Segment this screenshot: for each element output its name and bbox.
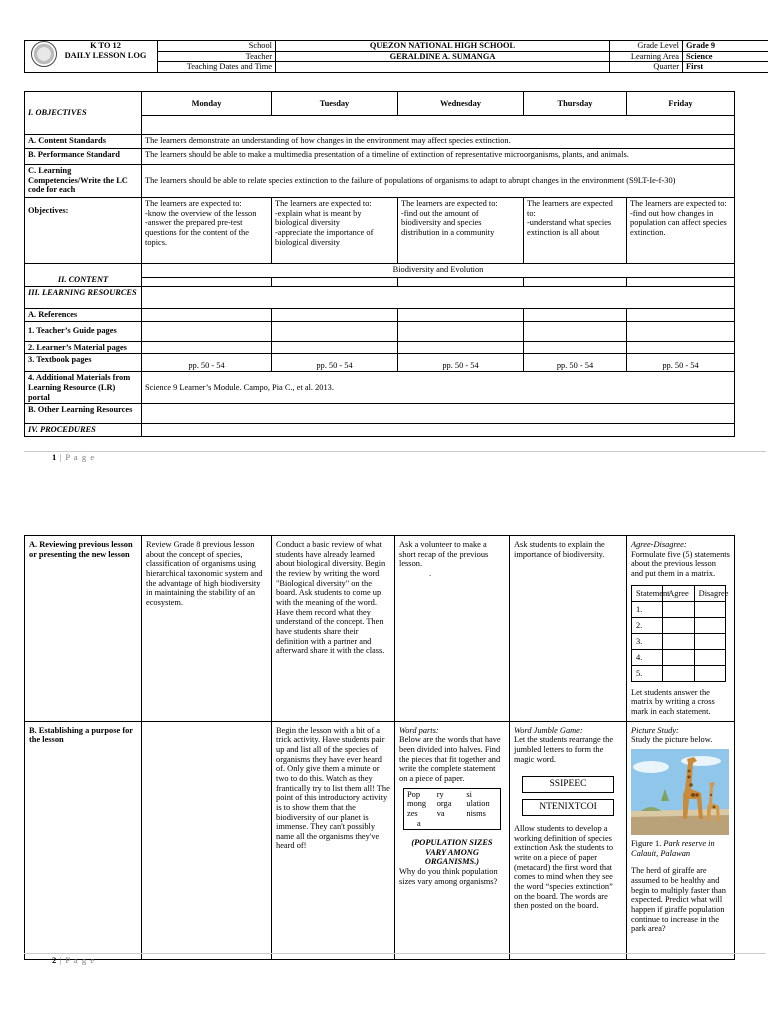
content-standards-value: The learners demonstrate an understanding of how changes in the environment may affect species extinction. <box>142 135 735 149</box>
footer-rule-2 <box>24 953 766 954</box>
learning-area-value: Science <box>683 51 768 62</box>
agree-disagree-title: Agree-Disagree: <box>631 540 687 549</box>
word-part: a <box>417 818 421 828</box>
purpose-tuesday: Begin the lesson with a bit of a trick activity. Have students pair up and list all of the species of organisms they have ever heard of. Only give them a minute or two to do this. Watch as they frantically try to list them all! The point of this introductory activity is to show them that the biodiversity of our planet is immense. They can't possibly name all the organisms they've heard of! <box>272 721 395 959</box>
textbook-pages-tue: pp. 50 - 54 <box>272 354 398 372</box>
quarter-label: Quarter <box>610 62 683 73</box>
content-blank-wed <box>398 278 524 287</box>
word-parts-question: Why do you think population sizes vary among organisms? <box>399 867 498 886</box>
objectives-thursday: The learners are expected to: -understand what species extinction is all about <box>524 198 627 264</box>
content-blank-thu <box>524 278 627 287</box>
word-part: zes <box>407 808 418 818</box>
jumble-word-2: NTENIXTCOI <box>522 799 614 816</box>
learning-resources-heading: III. LEARNING RESOURCES <box>25 287 142 309</box>
procedures-blank <box>142 424 735 437</box>
matrix-cell <box>694 633 725 649</box>
tg-blank-tue <box>272 321 398 341</box>
tg-blank-mon <box>142 321 272 341</box>
purpose-monday <box>142 721 272 959</box>
agree-disagree-matrix <box>631 585 729 682</box>
quarter-value: First <box>683 62 768 73</box>
day-wednesday: Wednesday <box>398 92 524 116</box>
objectives-tuesday: The learners are expected to: -explain what is meant by biological diversity -appreciate the importance of biological diversity <box>272 198 398 264</box>
matrix-cell <box>663 617 694 633</box>
lesson-log-table-page2 <box>24 535 735 960</box>
dates-value <box>276 62 610 73</box>
word-part: si <box>466 789 472 799</box>
dates-label: Teaching Dates and Time <box>158 62 276 73</box>
school-label: School <box>158 41 276 52</box>
references-blank-tue <box>272 309 398 322</box>
objectives-blank-row <box>142 116 735 135</box>
grade-level-label: Grade Level <box>610 41 683 52</box>
reviewing-wednesday-dot: . <box>429 568 432 578</box>
matrix-row: 4. <box>632 649 663 665</box>
matrix-cell <box>663 665 694 681</box>
matrix-header-agree: Agree <box>663 585 694 601</box>
learners-material-label: 2. Learner’s Material pages <box>25 341 142 354</box>
agree-disagree-after: Let students answer the matrix by writing a cross mark in each statement. <box>631 687 715 716</box>
word-part: mong <box>407 799 427 809</box>
objectives-friday: The learners are expected to: -find out how changes in population can affect species extinction. <box>627 198 735 264</box>
day-thursday: Thursday <box>524 92 627 116</box>
grade-level-value: Grade 9 <box>683 41 768 52</box>
teachers-guide-label: 1. Teacher’s Guide pages <box>25 321 142 341</box>
purpose-thursday <box>510 721 627 959</box>
reviewing-wednesday <box>395 536 510 722</box>
page-word-1: | P a g e <box>56 452 96 462</box>
matrix-cell <box>663 601 694 617</box>
word-jumble-after: Allow students to develop a working definition of species extinction Ask the students to write on a piece of paper (metacard) the first word that comes to mind when they see the word “species extinction” on the board. The words are then posted on the board. <box>514 824 614 911</box>
giraffe-photo <box>631 749 729 835</box>
figure-caption <box>631 839 730 858</box>
picture-study-after: The herd of giraffe are assumed to be healthy and begin to multiply faster than expected. Predict what will happen if giraffe population continue to increase in the park area? <box>631 866 726 934</box>
day-friday: Friday <box>627 92 735 116</box>
matrix-row: 5. <box>632 665 663 681</box>
reviewing-friday <box>627 536 735 722</box>
page-footer-1 <box>52 452 95 462</box>
textbook-pages-thu: pp. 50 - 54 <box>524 354 627 372</box>
header-table <box>24 40 768 73</box>
tg-blank-thu <box>524 321 627 341</box>
content-blank-tue <box>272 278 398 287</box>
objectives-wednesday: The learners are expected to: -find out the amount of biodiversity and species distribution in a community <box>398 198 524 264</box>
day-monday: Monday <box>142 92 272 116</box>
competencies-label: C. Learning Competencies/Write the LC code for each <box>25 165 142 198</box>
day-tuesday: Tuesday <box>272 92 398 116</box>
word-parts-box <box>403 788 501 831</box>
lm-blank-tue <box>272 341 398 354</box>
word-part: ry <box>436 789 444 799</box>
learning-area-label: Learning Area <box>610 51 683 62</box>
references-blank-fri <box>627 309 735 322</box>
tg-blank-fri <box>627 321 735 341</box>
references-blank-wed <box>398 309 524 322</box>
word-parts-answer: (POPULATION SIZES VARY AMONG ORGANISMS.) <box>411 838 493 867</box>
page-number-2: 2 <box>52 955 57 965</box>
matrix-cell <box>663 633 694 649</box>
lm-blank-wed <box>398 341 524 354</box>
word-parts-text: Below are the words that have been divided into halves. Find the pieces that fit together and write the complete statement on a piece of paper. <box>399 735 501 783</box>
picture-study-title: Picture Study: <box>631 725 679 735</box>
textbook-pages-mon: pp. 50 - 54 <box>142 354 272 372</box>
page-word-2: | P a g e <box>56 955 96 965</box>
content-blank-fri <box>627 278 735 287</box>
objectives-heading: I. OBJECTIVES <box>25 92 142 135</box>
procedures-heading: IV. PROCEDURES <box>25 424 142 437</box>
lm-blank-fri <box>627 341 735 354</box>
word-part: va <box>436 808 445 818</box>
word-part: orga <box>436 799 452 809</box>
content-value: Biodiversity and Evolution <box>142 264 735 278</box>
purpose-friday <box>627 721 735 959</box>
matrix-header-disagree: Disagree <box>694 585 725 601</box>
word-jumble-text: Let the students rearrange the jumbled letters to form the magic word. <box>514 735 614 764</box>
matrix-row: 1. <box>632 601 663 617</box>
matrix-cell <box>694 601 725 617</box>
other-resources-label: B. Other Learning Resources <box>25 404 142 424</box>
agree-disagree-text: Formulate five (5) statements about the previous lesson and put them in a matrix. <box>631 549 730 578</box>
references-label: A. References <box>25 309 142 322</box>
teacher-label: Teacher <box>158 51 276 62</box>
content-standards-label: A. Content Standards <box>25 135 142 149</box>
k12-label: K TO 12 <box>90 41 121 50</box>
references-blank-mon <box>142 309 272 322</box>
matrix-row: 2. <box>632 617 663 633</box>
teacher-value: GERALDINE A. SUMANGA <box>276 51 610 62</box>
reviewing-label: A. Reviewing previous lesson or presenting the new lesson <box>25 536 142 722</box>
lm-blank-mon <box>142 341 272 354</box>
footer-rule-1 <box>24 451 766 452</box>
purpose-label: B. Establishing a purpose for the lesson <box>25 721 142 959</box>
word-parts-title: Word parts: <box>399 725 439 735</box>
jumble-word-1: SSIPEEC <box>522 776 614 793</box>
competencies-value: The learners should be able to relate species extinction to the failure of populations of organisms to adapt to abrupt changes in the environment (S9LT-Ie-f-30) <box>142 165 735 198</box>
matrix-cell <box>694 617 725 633</box>
textbook-label: 3. Textbook pages <box>25 354 142 372</box>
header-title-cell <box>25 41 158 73</box>
lm-blank-thu <box>524 341 627 354</box>
school-value: QUEZON NATIONAL HIGH SCHOOL <box>276 41 610 52</box>
purpose-wednesday <box>395 721 510 959</box>
matrix-cell <box>663 649 694 665</box>
lesson-log-table-page1 <box>24 91 735 437</box>
page-number-1: 1 <box>52 452 57 462</box>
reviewing-monday: Review Grade 8 previous lesson about the concept of species, classification of organisms using hierarchical taxonomic system and the advantage of high biodiversity in maintaining the stability of an ecosystem. <box>142 536 272 722</box>
reviewing-tuesday: Conduct a basic review of what students have already learned about biological diversity. Begin the review by writing the word "Biological diversity" on the board. Ask students to come up with the meaning of the word. Have them record what they understand of the concept. Then have students share their definition with a partner and afterward share it with the class. <box>272 536 395 722</box>
reviewing-thursday: Ask students to explain the importance of biodiversity. <box>510 536 627 722</box>
learning-resources-blank <box>142 287 735 309</box>
additional-materials-label: 4. Additional Materials from Learning Resource (LR) portal <box>25 372 142 404</box>
dll-title: DAILY LESSON LOG <box>64 50 147 60</box>
word-part: ulation <box>466 799 490 809</box>
references-blank-thu <box>524 309 627 322</box>
page-footer-2 <box>52 955 95 965</box>
reviewing-wednesday-text: Ask a volunteer to make a short recap of the previous lesson. <box>399 540 489 569</box>
word-part: Pop <box>407 789 421 799</box>
word-jumble-title: Word Jumble Game: <box>514 725 583 735</box>
word-part: nisms <box>466 808 486 818</box>
matrix-row: 3. <box>632 633 663 649</box>
matrix-header-statement: Statement <box>632 585 663 601</box>
matrix-cell <box>694 649 725 665</box>
picture-study-text: Study the picture below. <box>631 735 713 745</box>
other-resources-blank <box>142 404 735 424</box>
performance-standard-label: B. Performance Standard <box>25 149 142 165</box>
performance-standard-value: The learners should be able to make a multimedia presentation of a timeline of extinction of representative microorganisms, plants, and animals. <box>142 149 735 165</box>
figure-caption-prefix: Figure 1. <box>631 838 664 848</box>
additional-materials-value: Science 9 Learner’s Module. Campo, Pia C., et al. 2013. <box>142 372 735 404</box>
objectives-monday: The learners are expected to: -know the overview of the lesson -answer the prepared pre-test questions for the content of the topics. <box>142 198 272 264</box>
textbook-pages-wed: pp. 50 - 54 <box>398 354 524 372</box>
tg-blank-wed <box>398 321 524 341</box>
content-heading: II. CONTENT <box>25 264 142 287</box>
content-blank-mon <box>142 278 272 287</box>
figure-caption-italic: Park reserve in Calauit, Palawan <box>631 838 715 858</box>
matrix-cell <box>694 665 725 681</box>
objectives-label: Objectives: <box>25 198 142 264</box>
textbook-pages-fri: pp. 50 - 54 <box>627 354 735 372</box>
